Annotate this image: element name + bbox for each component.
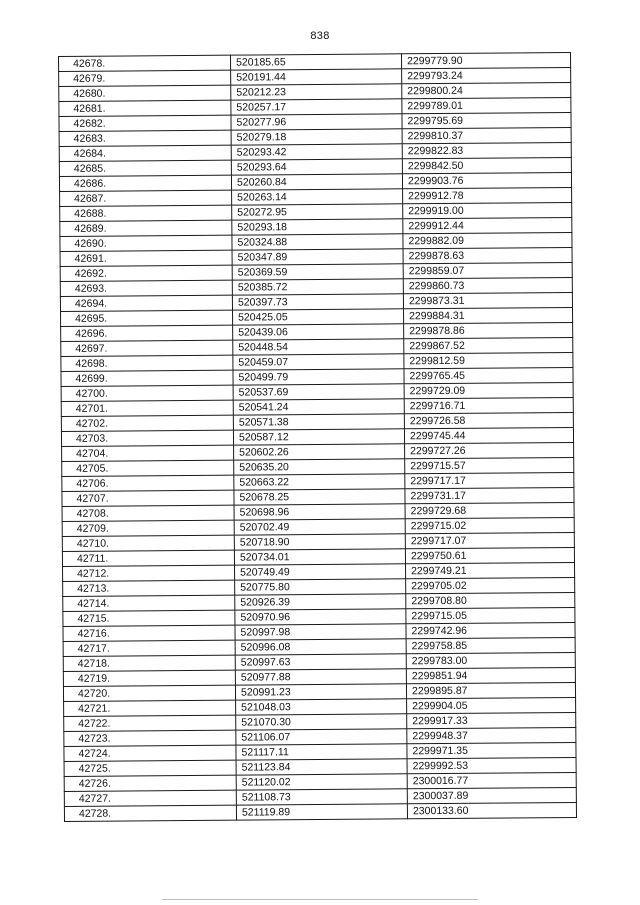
y-coordinate-cell: 2299716.71: [404, 397, 573, 413]
y-coordinate-cell: 2300037.89: [407, 787, 576, 803]
point-id-cell: 42720.: [63, 685, 235, 701]
x-coordinate-cell: 520293.18: [232, 219, 403, 235]
x-coordinate-cell: 520257.17: [231, 99, 402, 115]
y-coordinate-cell: 2299971.35: [407, 742, 576, 758]
bottom-divider: [162, 899, 478, 900]
y-coordinate-cell: 2300016.77: [407, 772, 576, 788]
y-coordinate-cell: 2299812.59: [404, 352, 573, 368]
y-coordinate-cell: 2299727.26: [405, 442, 574, 458]
x-coordinate-cell: 520191.44: [231, 69, 402, 85]
y-coordinate-cell: 2299765.45: [404, 367, 573, 383]
coordinate-table-body: [59, 52, 577, 821]
x-coordinate-cell: 520635.20: [234, 459, 405, 475]
point-id-cell: 42703.: [61, 430, 233, 446]
x-coordinate-cell: 521048.03: [236, 699, 407, 715]
point-id-cell: 42728.: [64, 805, 236, 821]
y-coordinate-cell: 2299842.50: [402, 157, 571, 173]
y-coordinate-cell: 2299717.07: [405, 532, 574, 548]
point-id-cell: 42693.: [60, 280, 232, 296]
y-coordinate-cell: 2299895.87: [406, 682, 575, 698]
x-coordinate-cell: 520997.98: [235, 624, 406, 640]
point-id-cell: 42697.: [61, 340, 233, 356]
point-id-cell: 42708.: [62, 505, 234, 521]
y-coordinate-cell: 2299919.00: [403, 202, 572, 218]
x-coordinate-cell: 520926.39: [235, 594, 406, 610]
point-id-cell: 42712.: [63, 565, 235, 581]
x-coordinate-cell: 520702.49: [234, 519, 405, 535]
x-coordinate-cell: 520977.88: [235, 669, 406, 685]
table-row: [64, 802, 576, 821]
point-id-cell: 42700.: [61, 385, 233, 401]
x-coordinate-cell: 520293.42: [231, 144, 402, 160]
x-coordinate-cell: 520678.25: [234, 489, 405, 505]
y-coordinate-cell: 2299758.85: [406, 637, 575, 653]
x-coordinate-cell: 520587.12: [233, 429, 404, 445]
point-id-cell: 42727.: [64, 790, 236, 806]
y-coordinate-cell: 2299742.96: [406, 622, 575, 638]
y-coordinate-cell: 2299903.76: [402, 172, 571, 188]
x-coordinate-cell: 520185.65: [230, 54, 401, 70]
x-coordinate-cell: 520260.84: [231, 174, 402, 190]
y-coordinate-cell: 2299810.37: [402, 127, 571, 143]
x-coordinate-cell: 520425.05: [233, 309, 404, 325]
x-coordinate-cell: 520698.96: [234, 504, 405, 520]
x-coordinate-cell: 520996.08: [235, 639, 406, 655]
y-coordinate-cell: 2299726.58: [404, 412, 573, 428]
page-number: 838: [310, 30, 330, 42]
y-coordinate-cell: 2299904.05: [407, 697, 576, 713]
point-id-cell: 42718.: [63, 655, 235, 671]
y-coordinate-cell: 2299729.68: [405, 502, 574, 518]
x-coordinate-cell: 521117.11: [236, 744, 407, 760]
y-coordinate-cell: 2299873.31: [403, 292, 572, 308]
x-coordinate-cell: 520602.26: [234, 444, 405, 460]
point-id-cell: 42705.: [62, 460, 234, 476]
y-coordinate-cell: 2299884.31: [403, 307, 572, 323]
point-id-cell: 42695.: [61, 310, 233, 326]
point-id-cell: 42723.: [64, 730, 236, 746]
y-coordinate-cell: 2299860.73: [403, 277, 572, 293]
point-id-cell: 42682.: [59, 115, 231, 131]
x-coordinate-cell: 520397.73: [232, 294, 403, 310]
x-coordinate-cell: 520439.06: [233, 324, 404, 340]
x-coordinate-cell: 520499.79: [233, 369, 404, 385]
y-coordinate-cell: 2299717.17: [405, 472, 574, 488]
x-coordinate-cell: 521119.89: [236, 804, 407, 820]
x-coordinate-cell: 520749.49: [235, 564, 406, 580]
y-coordinate-cell: 2299912.78: [403, 187, 572, 203]
x-coordinate-cell: 520272.95: [232, 204, 403, 220]
y-coordinate-cell: 2299882.09: [403, 232, 572, 248]
point-id-cell: 42724.: [64, 745, 236, 761]
y-coordinate-cell: 2299992.53: [407, 757, 576, 773]
x-coordinate-cell: 520571.38: [233, 414, 404, 430]
y-coordinate-cell: 2299779.90: [401, 52, 570, 68]
x-coordinate-cell: 520991.23: [235, 684, 406, 700]
point-id-cell: 42699.: [61, 370, 233, 386]
point-id-cell: 42709.: [62, 520, 234, 536]
point-id-cell: 42692.: [60, 265, 232, 281]
point-id-cell: 42685.: [59, 160, 231, 176]
point-id-cell: 42711.: [62, 550, 234, 566]
point-id-cell: 42704.: [62, 445, 234, 461]
point-id-cell: 42715.: [63, 610, 235, 626]
x-coordinate-cell: 520734.01: [234, 549, 405, 565]
y-coordinate-cell: 2299783.00: [406, 652, 575, 668]
point-id-cell: 42713.: [63, 580, 235, 596]
x-coordinate-cell: 520263.14: [232, 189, 403, 205]
y-coordinate-cell: 2300133.60: [407, 802, 576, 818]
y-coordinate-cell: 2299878.86: [404, 322, 573, 338]
y-coordinate-cell: 2299745.44: [404, 427, 573, 443]
x-coordinate-cell: 521106.07: [236, 729, 407, 745]
point-id-cell: 42686.: [59, 175, 231, 191]
y-coordinate-cell: 2299793.24: [402, 67, 571, 83]
point-id-cell: 42702.: [61, 415, 233, 431]
x-coordinate-cell: 520324.88: [232, 234, 403, 250]
y-coordinate-cell: 2299912.44: [403, 217, 572, 233]
point-id-cell: 42688.: [60, 205, 232, 221]
point-id-cell: 42684.: [59, 145, 231, 161]
point-id-cell: 42689.: [60, 220, 232, 236]
y-coordinate-cell: 2299800.24: [402, 82, 571, 98]
point-id-cell: 42681.: [59, 100, 231, 116]
y-coordinate-cell: 2299715.02: [405, 517, 574, 533]
y-coordinate-cell: 2299878.63: [403, 247, 572, 263]
point-id-cell: 42717.: [63, 640, 235, 656]
y-coordinate-cell: 2299867.52: [404, 337, 573, 353]
y-coordinate-cell: 2299859.07: [403, 262, 572, 278]
point-id-cell: 42721.: [64, 700, 236, 716]
point-id-cell: 42719.: [63, 670, 235, 686]
coordinate-table-container: [58, 56, 558, 822]
point-id-cell: 42691.: [60, 250, 232, 266]
point-id-cell: 42690.: [60, 235, 232, 251]
point-id-cell: 42706.: [62, 475, 234, 491]
x-coordinate-cell: 520663.22: [234, 474, 405, 490]
y-coordinate-cell: 2299789.01: [402, 97, 571, 113]
point-id-cell: 42722.: [64, 715, 236, 731]
x-coordinate-cell: 520997.63: [235, 654, 406, 670]
x-coordinate-cell: 520385.72: [232, 279, 403, 295]
point-id-cell: 42716.: [63, 625, 235, 641]
y-coordinate-cell: 2299705.02: [406, 577, 575, 593]
y-coordinate-cell: 2299917.33: [407, 712, 576, 728]
y-coordinate-cell: 2299729.09: [404, 382, 573, 398]
coordinate-table: [58, 52, 577, 822]
point-id-cell: 42687.: [60, 190, 232, 206]
x-coordinate-cell: 520448.54: [233, 339, 404, 355]
x-coordinate-cell: 520970.96: [235, 609, 406, 625]
x-coordinate-cell: 520718.90: [234, 534, 405, 550]
point-id-cell: 42701.: [61, 400, 233, 416]
x-coordinate-cell: 520459.07: [233, 354, 404, 370]
y-coordinate-cell: 2299715.05: [406, 607, 575, 623]
y-coordinate-cell: 2299749.21: [405, 562, 574, 578]
y-coordinate-cell: 2299708.80: [406, 592, 575, 608]
x-coordinate-cell: 520347.89: [232, 249, 403, 265]
y-coordinate-cell: 2299822.83: [402, 142, 571, 158]
x-coordinate-cell: 521070.30: [236, 714, 407, 730]
y-coordinate-cell: 2299750.61: [405, 547, 574, 563]
point-id-cell: 42714.: [63, 595, 235, 611]
x-coordinate-cell: 520293.64: [231, 159, 402, 175]
y-coordinate-cell: 2299851.94: [406, 667, 575, 683]
point-id-cell: 42680.: [59, 85, 231, 101]
point-id-cell: 42678.: [59, 55, 231, 71]
point-id-cell: 42726.: [64, 775, 236, 791]
x-coordinate-cell: 520775.80: [235, 579, 406, 595]
point-id-cell: 42694.: [60, 295, 232, 311]
point-id-cell: 42698.: [61, 355, 233, 371]
point-id-cell: 42683.: [59, 130, 231, 146]
x-coordinate-cell: 520541.24: [233, 399, 404, 415]
x-coordinate-cell: 521108.73: [236, 789, 407, 805]
point-id-cell: 42710.: [62, 535, 234, 551]
x-coordinate-cell: 520369.59: [232, 264, 403, 280]
x-coordinate-cell: 520279.18: [231, 129, 402, 145]
x-coordinate-cell: 520277.96: [231, 114, 402, 130]
point-id-cell: 42725.: [64, 760, 236, 776]
y-coordinate-cell: 2299948.37: [407, 727, 576, 743]
point-id-cell: 42696.: [61, 325, 233, 341]
y-coordinate-cell: 2299731.17: [405, 487, 574, 503]
x-coordinate-cell: 521123.84: [236, 759, 407, 775]
x-coordinate-cell: 521120.02: [236, 774, 407, 790]
point-id-cell: 42679.: [59, 70, 231, 86]
point-id-cell: 42707.: [62, 490, 234, 506]
y-coordinate-cell: 2299715.57: [405, 457, 574, 473]
x-coordinate-cell: 520537.69: [233, 384, 404, 400]
x-coordinate-cell: 520212.23: [231, 84, 402, 100]
y-coordinate-cell: 2299795.69: [402, 112, 571, 128]
